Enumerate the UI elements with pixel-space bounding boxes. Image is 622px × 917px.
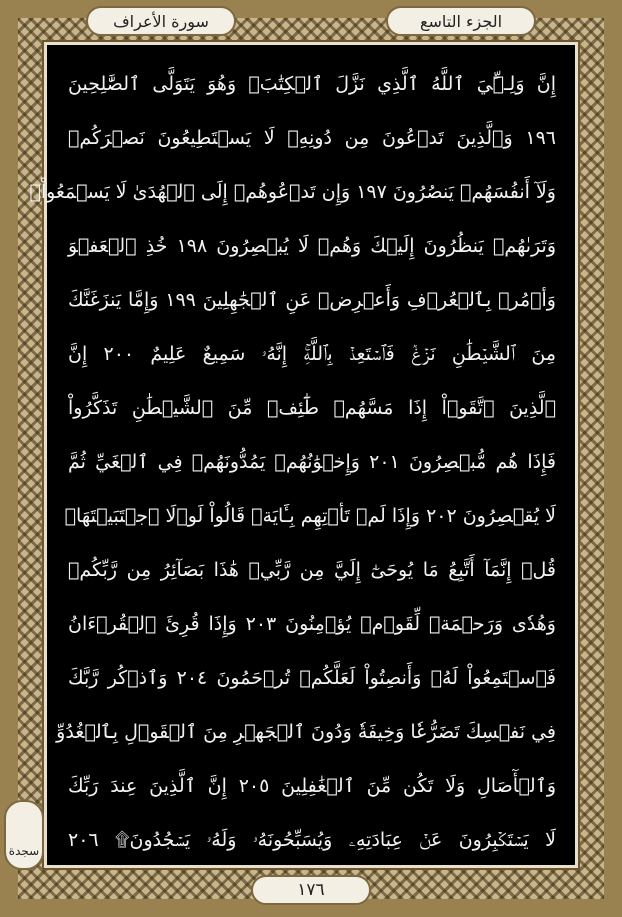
page-number: ١٧٦	[251, 875, 371, 905]
verse-line: وَٱلۡأٓصَالِ وَلَا تَكُن مِّنَ ٱلۡغَٰفِلِينَ ٢٠٥ إِنَّ ٱلَّذِينَ عِندَ رَبِّكَ	[68, 775, 556, 797]
sajda-marker: سجدة	[4, 800, 44, 870]
verse-line: إِنَّ وَلِـِّۧيَ ٱللَّهُ ٱلَّذِي نَزَّلَ ٱلۡكِتَٰبَۖ وَهُوَ يَتَوَلَّى ٱلصَّٰلِحِينَ	[68, 73, 556, 95]
verse-line: ٱلَّذِينَ ٱتَّقَوۡاْ إِذَا مَسَّهُمۡ طَٰٓئِفٞ مِّنَ ٱلشَّيۡطَٰنِ تَذَكَّرُواْ	[68, 397, 556, 419]
juz-title: الجزء التاسع	[386, 6, 536, 36]
verse-line: لَا يُقۡصِرُونَ ٢٠٢ وَإِذَا لَمۡ تَأۡتِهِم بِـَٔايَةٖ قَالُواْ لَوۡلَا ٱجۡتَبَيۡتَهَاۚ	[64, 505, 556, 527]
verse-line: قُلۡ إِنَّمَآ أَتَّبِعُ مَا يُوحَىٰٓ إِلَيَّ مِن رَّبِّيۚ هَٰذَا بَصَآئِرُ مِن رَّبِّكُمۡ	[68, 559, 556, 581]
verse-line: وَأۡمُرۡ بِٱلۡعُرۡفِ وَأَعۡرِضۡ عَنِ ٱلۡجَٰهِلِينَ ١٩٩ وَإِمَّا يَنزَغَنَّكَ	[68, 289, 556, 311]
verse-line: وَهُدٗى وَرَحۡمَةٞ لِّقَوۡمٖ يُؤۡمِنُونَ ٢٠٣ وَإِذَا قُرِئَ ٱلۡقُرۡءَانُ	[68, 613, 556, 635]
verse-line: وَلَآ أَنفُسَهُمۡ يَنصُرُونَ ١٩٧ وَإِن تَدۡعُوهُمۡ إِلَى ٱلۡهُدَىٰ لَا يَسۡمَعُواْۖ	[29, 181, 556, 203]
verse-line: ١٩٦ وَٱلَّذِينَ تَدۡعُونَ مِن دُونِهِۦ لَا يَسۡتَطِيعُونَ نَصۡرَكُمۡ	[68, 127, 556, 149]
verse-line: لَا يَسۡتَكۡبِرُونَ عَنۡ عِبَادَتِهِۦ وَيُسَبِّحُونَهُۥ وَلَهُۥ يَسۡجُدُونَ۩ ٢٠٦	[68, 829, 556, 851]
verse-line: وَتَرَىٰهُمۡ يَنظُرُونَ إِلَيۡكَ وَهُمۡ لَا يُبۡصِرُونَ ١٩٨ خُذِ ٱلۡعَفۡوَ	[68, 235, 556, 257]
verse-line: فَٱسۡتَمِعُواْ لَهُۥ وَأَنصِتُواْ لَعَلَّكُمۡ تُرۡحَمُونَ ٢٠٤ وَٱذۡكُر رَّبَّكَ	[68, 667, 556, 689]
verse-line: فِي نَفۡسِكَ تَضَرُّعٗا وَخِيفَةٗ وَدُونَ ٱلۡجَهۡرِ مِنَ ٱلۡقَوۡلِ بِٱلۡغُدُوِّ	[56, 721, 556, 743]
verse-lines	[29, 62, 557, 862]
verse-line: مِنَ ٱلشَّيۡطَٰنِ نَزۡغٞ فَٱسۡتَعِذۡ بِٱللَّهِۚ إِنَّهُۥ سَمِيعٌ عَلِيمٌ ٢٠٠ إِنَّ	[68, 343, 557, 365]
verse-line: فَإِذَا هُم مُّبۡصِرُونَ ٢٠١ وَإِخۡوَٰنُهُمۡ يَمُدُّونَهُمۡ فِي ٱلۡغَيِّ ثُمَّ	[68, 451, 557, 473]
surah-title: سورة الأعراف	[86, 6, 236, 36]
